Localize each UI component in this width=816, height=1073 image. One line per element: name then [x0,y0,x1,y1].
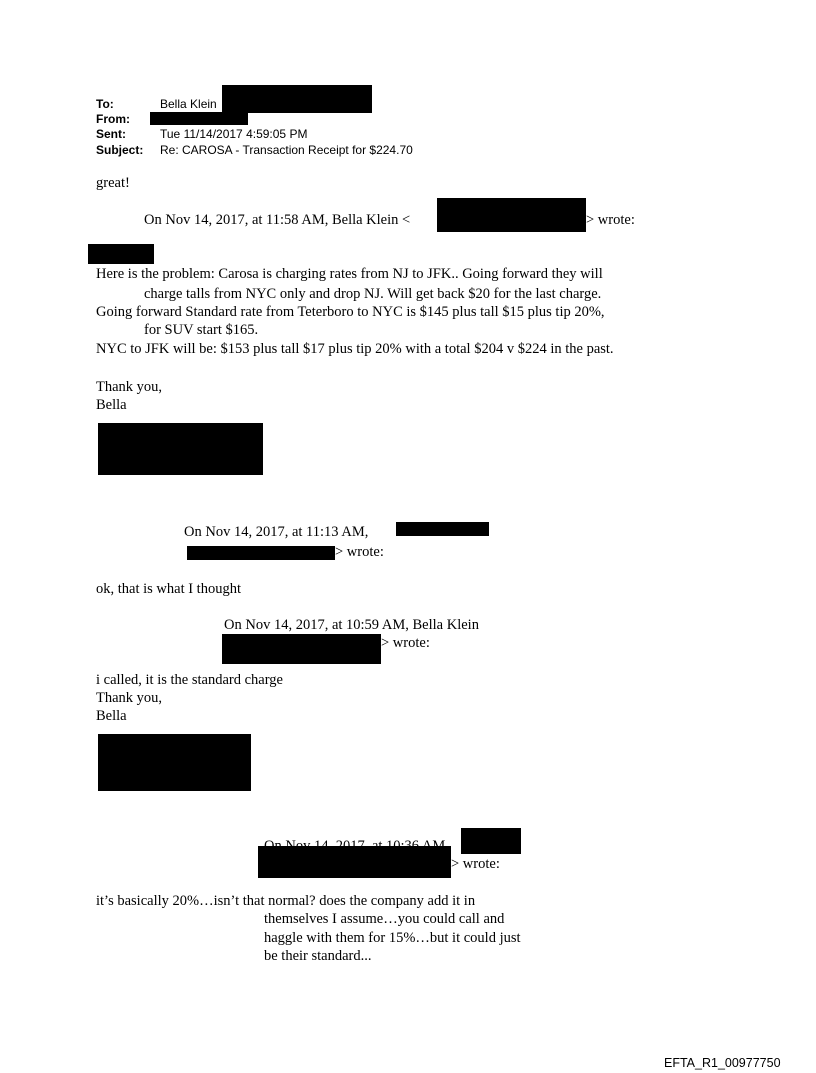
redaction-quote4-email [258,846,451,878]
subject-label: Subject: [96,143,144,157]
to-value: Bella Klein [160,97,217,111]
quote3-header: On Nov 14, 2017, at 10:59 AM, Bella Klein [224,617,479,633]
msg4-line4: be their standard... [264,948,372,964]
msg4-line1: it’s basically 20%…isn’t that normal? does the company add it in [96,893,476,909]
msg1-line2: charge talls from NYC only and drop NJ. Will get back $20 for the last charge. [144,286,602,302]
msg3-line1: i called, it is the standard charge [96,672,283,688]
msg3-thanks: Thank you, [96,690,163,706]
redaction-quote2-name [396,522,489,536]
redaction-quote4-name [461,828,521,854]
msg4-line3: haggle with them for 15%…but it could just [264,930,521,946]
msg2-text: ok, that is what I thought [96,581,241,597]
quote2-wrote: > wrote: [335,544,384,560]
msg4-line2: themselves I assume…you could call and [264,911,505,927]
quote3-wrote: > wrote: [381,635,430,651]
msg1-line1: Here is the problem: Carosa is charging rates from NJ to JFK.. Going forward they will [96,266,603,282]
subject-value: Re: CAROSA - Transaction Receipt for $224.70 [160,143,413,157]
redaction-quote2-email [187,546,335,560]
document-id: EFTA_R1_00977750 [664,1056,781,1070]
sent-label: Sent: [96,127,126,141]
redaction-to-email [222,85,372,113]
quote4-wrote: > wrote: [451,856,500,872]
from-label: From: [96,112,130,126]
quote2-header: On Nov 14, 2017, at 11:13 AM, [184,524,369,540]
msg1-line3: Going forward Standard rate from Teterboro to NYC is $145 plus tall $15 plus tip 20%, [96,304,605,320]
to-label: To: [96,97,114,111]
msg3-signature: Bella [96,708,127,724]
redaction-signature-2 [98,734,251,791]
msg1-thanks: Thank you, [96,379,163,395]
redaction-quote1-email [437,198,586,232]
quote1-header: On Nov 14, 2017, at 11:58 AM, Bella Klein < [144,212,411,228]
redaction-from [150,112,248,125]
msg1-line5: NYC to JFK will be: $153 plus tall $17 plus tip 20% with a total $204 v $224 in the past. [96,341,614,357]
msg1-signature: Bella [96,397,127,413]
msg1-line4: for SUV start $165. [144,322,259,338]
sent-value: Tue 11/14/2017 4:59:05 PM [160,127,308,141]
reply-text: great! [96,175,130,191]
quote1-wrote: > wrote: [586,212,635,228]
redaction-signature-1 [98,423,263,475]
redaction-block-1 [88,244,154,264]
redaction-quote3-email [222,634,381,664]
